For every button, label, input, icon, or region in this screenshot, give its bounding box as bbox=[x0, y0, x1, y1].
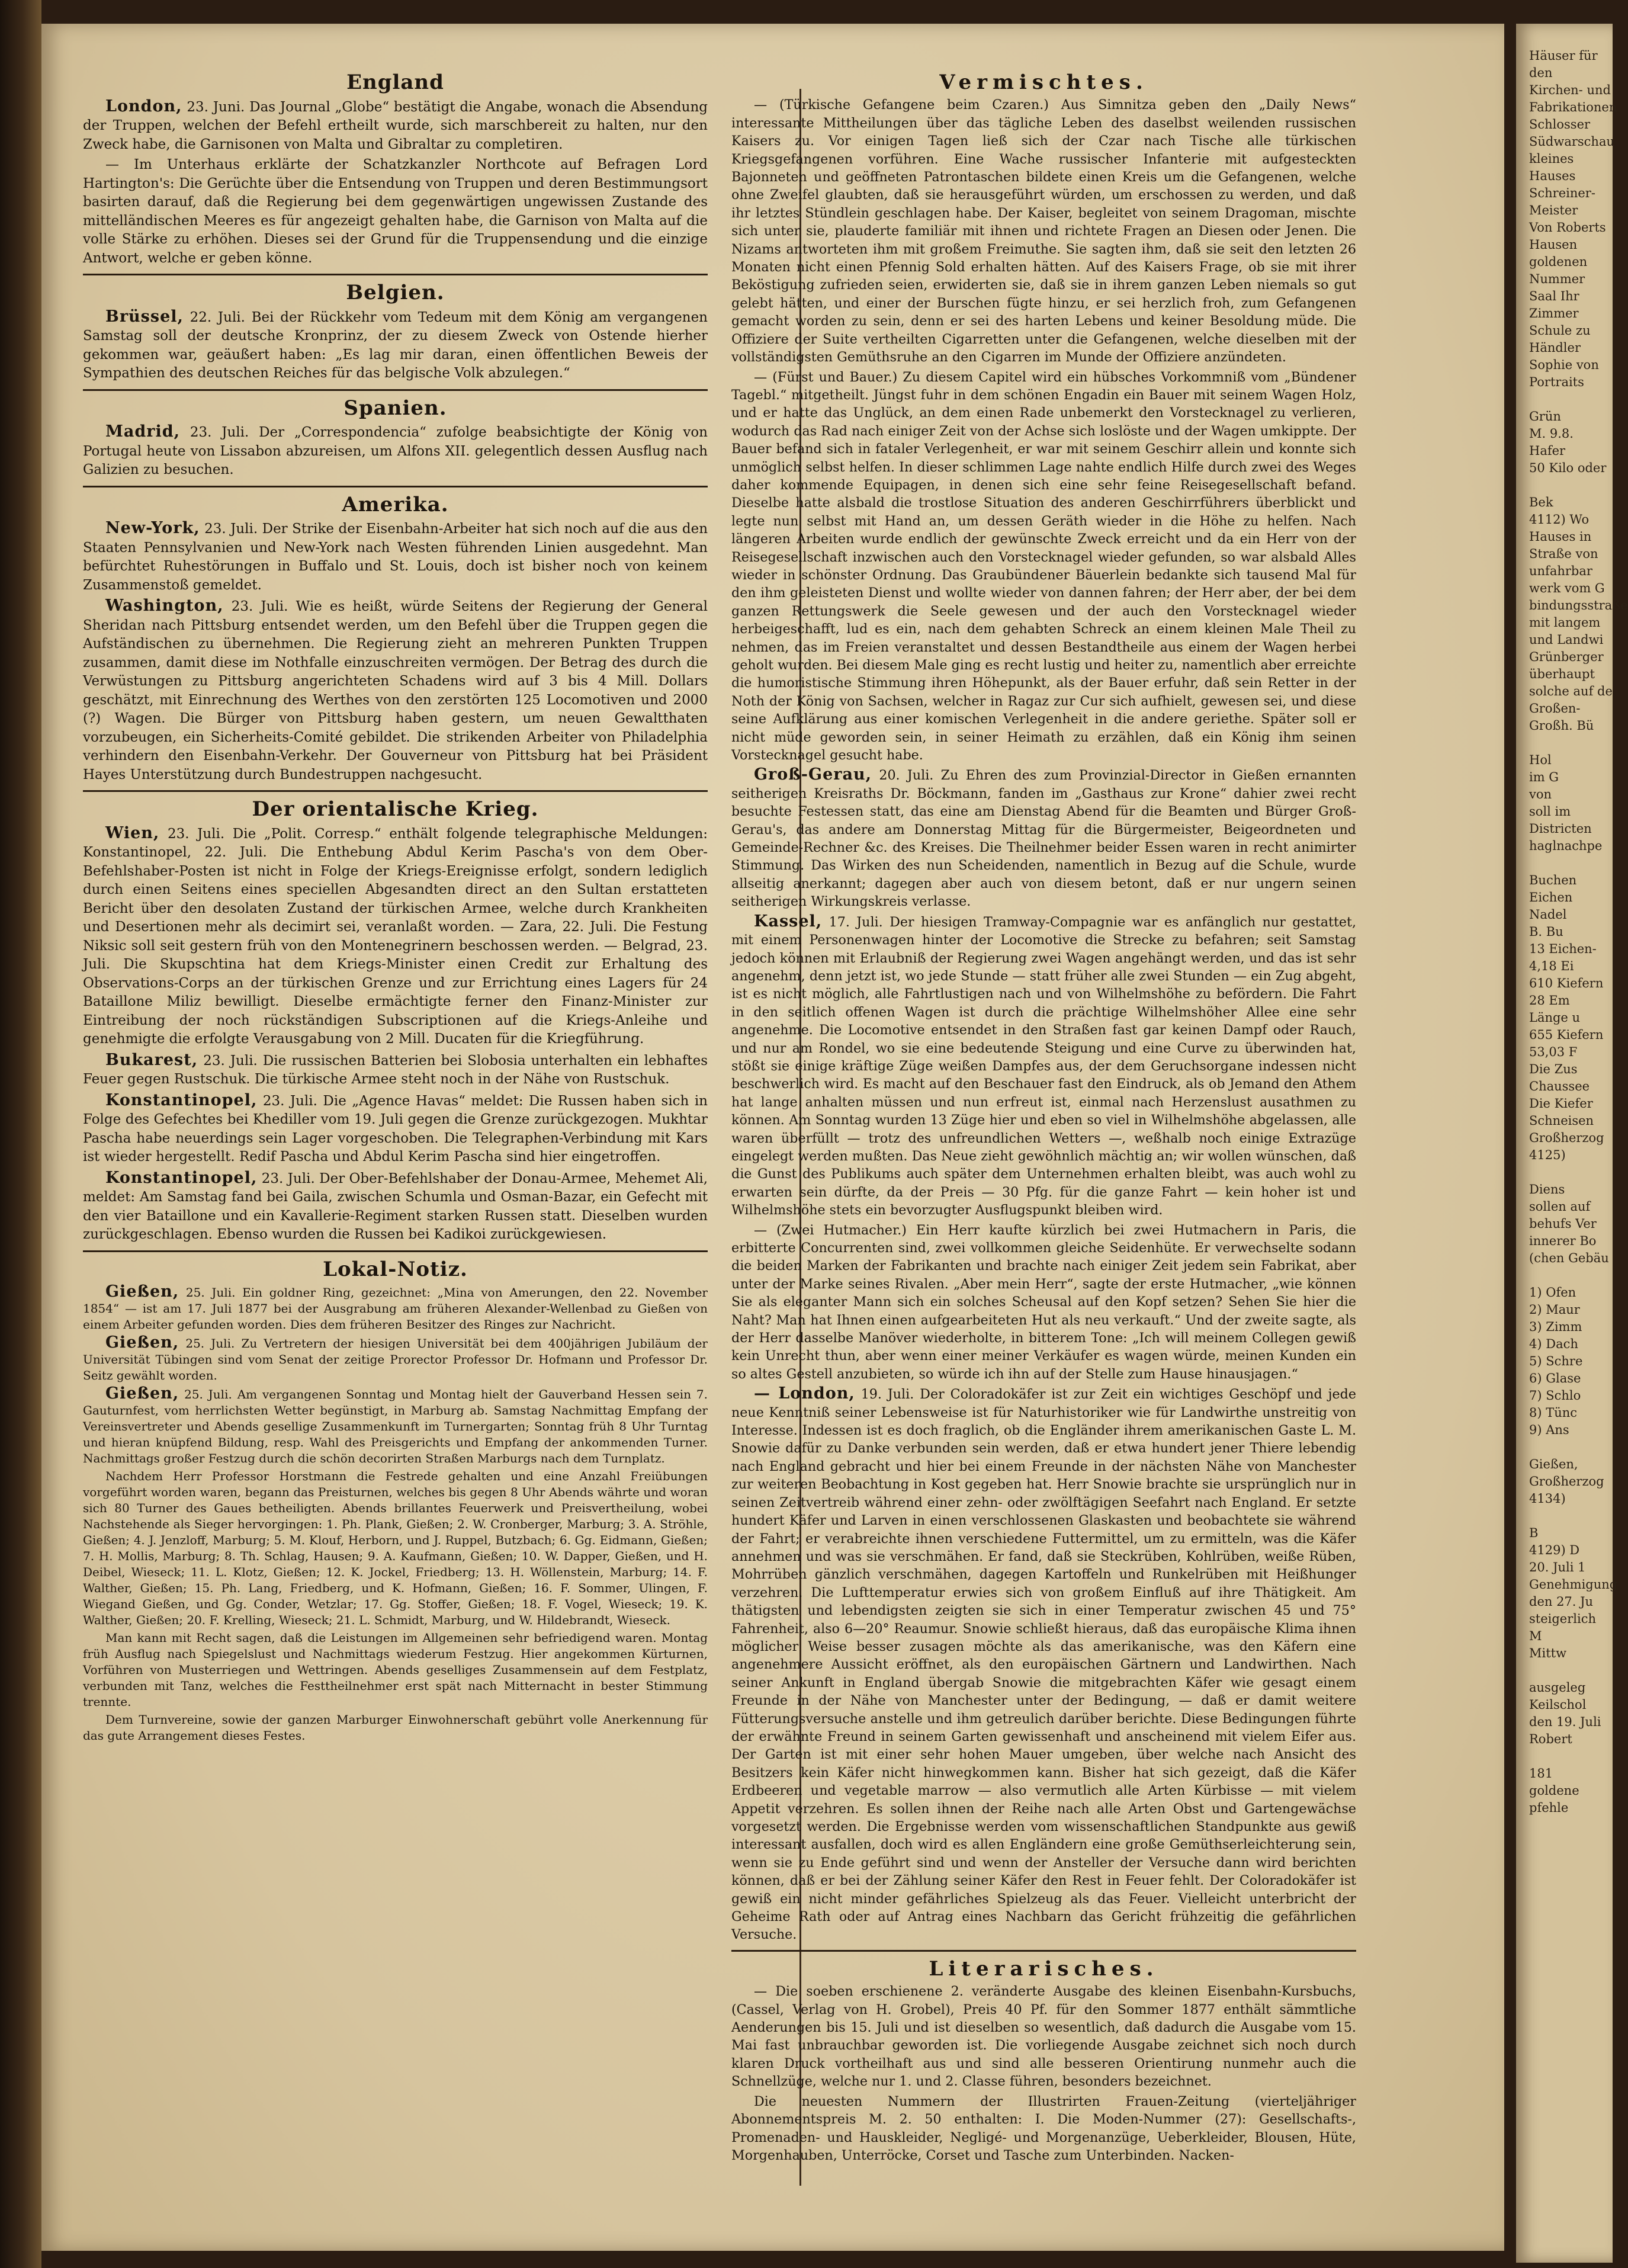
paragraph-text: — Die soeben erschienene 2. veränderte Ausgabe des kleinen Eisenbahn-Kursbuchs, (Cassel, Verlag von H. Grobel), Preis 40 Pf. für den Sommer 1877 enthält sämmtliche Aenderungen bis 15. Juli und ist dieselben so wesentlich, daß dadurch die Ausgabe vom 15. Mai fast unbrauchbar geworden ist. Die vorliegende Ausgabe zeichnet sich noch durch klaren Druck vortheilhaft aus und sind alle besseren Orientirung nunmehr auch die Schnellzüge, welche nur 1. und 2. Classe führen, besonders bezeichnet. bbox=[731, 1984, 1356, 2090]
paragraph-text: 17. Juli. Der hiesigen Tramway-Compagnie war es anfänglich nur gestattet, mit einem Personenwagen hinter der Locomotive die Strecke zu befahren; seit Samstag jedoch können mit Erlaubniß der Regierung zwei Wagen angehängt werden, und das ist sehr angenehm, denn jetzt ist, wo jede Stunde — statt früher alle zwei Stunden — ein Zug abgeht, ist es nicht möglich, alle Fahrtlustigen nach und von Wilhelmshöhe zu befördern. Die Fahrt in den seitlich offenen Wagen ist durch die prächtige Wilhelmshöher Allee eine sehr angenehme. Die Locomotive entsendet in den Straßen fast gar keinen Dampf oder Rauch, und nur am Rondel, wo sie eine bedeutende Steigung und eine Curve zu überwinden hat, stößt sie einige kräftige Züge weißen Dampfes aus, der dem Geruchsorgane indessen nicht beschwerlich wird. Es macht auf den Beschauer fast den Eindruck, als ob Jemand den Athem hat lange anhalten müssen und nun erfreut ist, einmal nach Herzenslust ausathmen zu können. Am Sonntag wurden 13 Züge hier und eben so viel in Wilhelmshöhe abgelassen, alle waren überfüllt — trotz des unfreundlichen Wetters —, weßhalb noch einige Extrazüge eingelegt werden mußten. Das Neue zieht gewöhnlich mächtig an; wir wollen wünschen, daß die Gunst des Publikums auch später dem Unternehmen erhalten bleibt, was auch wohl zu erwarten sein dürfte, da der Preis — 30 Pfg. für die ganze Fahrt — kein hoher ist und Wilhelmshöhe stets ein bevorzugter Ausflugspunkt bleiben wird. bbox=[731, 914, 1356, 1218]
article-paragraph bbox=[83, 1385, 708, 1467]
article-paragraph bbox=[83, 1630, 708, 1710]
article-paragraph bbox=[83, 307, 708, 383]
section-heading: Lokal-Notiz. bbox=[323, 1257, 468, 1281]
right-column bbox=[731, 65, 1356, 2166]
dateline: Kassel, bbox=[754, 912, 823, 931]
article-paragraph bbox=[731, 1221, 1356, 1384]
article-paragraph bbox=[83, 422, 708, 480]
dateline: Gießen, bbox=[105, 1333, 179, 1352]
dateline: Konstantinopel, bbox=[105, 1168, 258, 1187]
section bbox=[83, 396, 708, 480]
next-page-edge bbox=[1516, 24, 1628, 2263]
article-paragraph bbox=[731, 766, 1356, 910]
section bbox=[83, 492, 708, 785]
dateline: Groß-Gerau, bbox=[754, 765, 872, 784]
section bbox=[83, 797, 708, 1244]
section-heading: Belgien. bbox=[346, 281, 445, 304]
article-paragraph bbox=[83, 1712, 708, 1744]
paragraph-text: — (Türkische Gefangene beim Czaren.) Aus Simnitza geben den „Daily News“ interessante Mittheilungen über das tägliche Leben des daselbst weilenden russischen Kaisers zu. Vor einigen Tagen ließ sich der Czar nach Tische alle türkischen Kriegsgefangenen vorführen. Eine Wache russischer Infanterie mit aufgesteckten Bajonneten und geöffneten Patrontaschen bildete einen Kreis um die Gefangenen, welche ohne Zweifel glaubten, daß sie herausgeführt würden, um erschossen zu werden, und daß ihr letztes Stündlein geschlagen habe. Der Kaiser, begleitet von seinem Dragoman, mischte sich unter sie, plauderte familiär mit ihnen und richtete Fragen an Diesen oder Jenen. Die Nizams antworteten ihm mit großem Freimuthe. Sie sagten ihm, daß sie seit den letzten 26 Monaten nicht einen Pfennig Sold erhalten hätten. Auf des Kaisers Frage, ob sie mit ihrer Beköstigung zufrieden seien, erwiderten sie, daß sie in ihrem ganzen Leben niemals so gut gelebt hätten, und einer der Burschen fügte hinzu, er sei herzlich froh, zum Gefangenen gemacht worden zu sein, denn er sei des harten Lebens und keiner Besoldung müde. Die Offiziere der Suite vertheilten Cigarretten unter die Gefangenen, welche dieselben mit der vollständigsten Gemüthsruhe an den Cigarren im Munde der Offiziere anzündeten. bbox=[731, 97, 1356, 365]
paragraph-text: 23. Juli. Wie es heißt, würde Seitens der Regierung der General Sheridan nach Pittsburg entsendet werden, um den Befehl über die Truppen gegen die Aufständischen zu übernehmen. Die Regierung zieht an mehreren Punkten Truppen zusammen, damit diese im Nothfalle einzuschreiten vermögen. Der Betrag des durch die Verwüstungen zu Pittsburg angerichteten Schadens wird auf 3 bis 4 Mill. Dollars geschätzt, mit Einrechnung des Werthes von den zerstörten 125 Locomotiven und 2000 (?) Wagen. Die Bürger von Pittsburg haben gestern, um neuen Gewaltthaten vorzubeugen, ein Sicherheits-Comité gebildet. Die strikenden Arbeiter von Philadelphia verhindern den Eisenbahn-Verkehr. Der Gouverneur von Pittsburg hat bei Präsident Hayes Unterstützung durch Bundestruppen nachgesucht. bbox=[83, 599, 708, 782]
article-paragraph bbox=[83, 1284, 708, 1333]
paragraph-text: 19. Juli. Der Coloradokäfer ist zur Zeit ein wichtiges Geschöpf und jede neue Kenntniß seiner Lebensweise ist für Naturhistoriker wie für Landwirthe unstreitig von Interesse. Indessen ist es doch fraglich, ob die Engländer ihrem amerikanischen Gaste L. M. Snowie dafür zu Danke verbunden sein werden, daß er etwa hundert jener Thiere lebendig nach England gebracht und hier bei einem Freunde in der nächsten Nähe von Manchester zur weiteren Beobachtung in Kost gegeben hat. Herr Snowie brachte sie ursprünglich nur in seinen Zeitvertreib während einer zehn- oder zwölftägigen Seefahrt nach England. Er setzte hundert Käfer und Larven in einen verschlossenen Glaskasten und beobachtete sie während der Fahrt; er verabreichte ihnen verschiedene Futtermittel, um zu ermitteln, was die Käfer annehmen und was sie verschmähen. Er fand, daß sie Steckrüben, Kohlrüben, weiße Rüben, Mohrrüben gänzlich verschmähen, dagegen Kartoffeln und Runkelrüben mit Heißhunger verzehren. Die Lufttemperatur erwies sich von großem Einfluß auf ihre Thätigkeit. Am thätigsten und lebendigsten zeigten sie sich in einer Temperatur zwischen 45 und 75° Fahrenheit, also 6—20° Reaumur. Snowie schließt hieraus, daß das europäische Klima ihnen möglicher Weise besser zusagen möchte als das amerikanische, was den Käfern eine angenehmere Aussicht eröffnet, als den europäischen Gärtnern und Landwirthen. Nach seiner Ankunft in England übergab Snowie die mitgebrachten Käfer wie gesagt einem Freunde in der Nähe von Manchester unter der Bedingung, — daß er damit weitere Fütterungsversuche anstelle und ihm getreulich darüber berichte. Diese Bedingungen führte der erwähnte Freund in seinem Garten gewissenhaft und anscheinend mit vielem Eifer aus. Der Garten ist mit einer sehr hohen Mauer umgeben, über welche nach Ansicht des Besitzers kein Käfer nicht hinwegkommen kann. Bisher hat sich gezeigt, daß die Käfer Erdbeeren und vegetable marrow — also vermutlich alle Arten Kürbisse — mit vielem Appetit verzehren. Es sollen ihnen der Reihe nach alle Arten Obst und Gartengewächse vorgesetzt werden. Die Ergebnisse werden vom wissenschaftlichen Standpunkte aus gewiß interessant ausfallen, doch wird es allen Engländern eine große Gemüthserleichterung sein, wenn sie zu Ende geführt sind und wenn der Ansteller der Versuche dann wird berichten können, daß er bei der Zählung seiner Käfer den Rest in Feuer fehlt. Der Coloradokäfer ist gewiß ein nicht minder gefährliches Spielzeug als das Feuer. Vielleicht unterbricht der Geheime Rath oder auf Antrag eines Nachbarn das Gericht frühzeitig die gefährlichen Versuche. bbox=[731, 1387, 1356, 1943]
paragraph-text: — (Fürst und Bauer.) Zu diesem Capitel wird ein hübsches Vorkommniß vom „Bündener Tagebl.“ mitgetheilt. Jüngst fuhr in dem schönen Engadin ein Bauer mit seinem Wagen Holz, und er hatte das Unglück, an dem einen Rade unbemerkt den Vorstecknagel zu verlieren, wodurch das Rad nach einiger Zeit von der Achse sich loslöste und der Wagen umkippte. Der Bauer befand sich in fataler Verlegenheit, er war mit seinem Geschirr allein und konnte sich unmöglich selbst helfen. In dieser schlimmen Lage nahte endlich Hilfe durch zwei des Weges daher kommende Equipagen, in denen sich eine sehr feine Reisegesellschaft befand. Dieselbe hatte alsbald die trostlose Situation des anderen Geschirrführers überblickt und legte nun selbst mit Hand an, um dessen Geräth wieder in die Höhe zu helfen. Nach längeren Arbeiten wurde endlich der gewünschte Zweck erreicht und da ein Herr von der Reisegesellschaft inzwischen auch den Vorstecknagel wieder gefunden, so war alsbald Alles wieder in schönster Ordnung. Das Graubündener Bäuerlein bedankte sich tausend Mal für den ihm geleisteten Dienst und wollte wieder von dannen fahren; der Herr aber, der bei dem ganzen Rettungswerk die Seele gewesen und der auch den Vorstecknagel wieder herbeigeschafft, lud es ein, nach dem gehabten Schreck an einem kleinen Male Theil zu nehmen, das im Freien veranstaltet und dessen Bestandtheile aus einem der Wagen herbei geholt wurden. Bei diesem Male ging es recht lustig und heiter zu, namentlich aber erreichte die humoristische Stimmung ihren Höhepunkt, als der Bauer erfuhr, daß sein Retter in der Noth der König von Sachsen, welcher in Ragaz zur Cur sich aufhielt, gewesen sei, und diese seine Aufklärung aus einer komischen Verlegenheit in die andere geriethe. Später soll er nicht müde geworden sein, in seiner Heimath zu erzählen, daß ein König ihm seinen Vorstecknagel gesucht habe. bbox=[731, 369, 1356, 764]
article-paragraph bbox=[731, 1385, 1356, 1944]
dateline: — London, bbox=[754, 1384, 855, 1403]
section bbox=[83, 281, 708, 383]
paragraph-text: Die neuesten Nummern der Illustrirten Frauen-Zeitung (vierteljähriger Abonnementspreis M. 2. 50 enthalten: I. Die Moden-Nummer (27): Gesellschafts-, Promenaden- und Hauskleider, Negligé- und Morgenanzüge, Ueberkleider, Blousen, Hüte, Morgenhauben, Unterröcke, Corset und Tasche zum Unterbinden. Nacken- bbox=[731, 2093, 1356, 2163]
paragraph-text: — (Zwei Hutmacher.) Ein Herr kaufte kürzlich bei zwei Hutmachern in Paris, die erbitterte Concurrenten sind, zwei vollkommen gleiche Seidenhüte. Er verwechselte sodann die beiden Marken der Fabrikanten und brachte nach einiger Zeit jedem sein Fabrikat, aber unter der Marke seines Rivalen. „Aber mein Herr“, sagte der erste Hutmacher, „wie können Sie als eleganter Mann sich ein solches Scheusal auf den Kopf setzen? Sehen Sie hier die Naht? Man hat Ihnen einen aufgearbeiteten Hut als neu verkauft.“ Und der zweite sagte, als der Herr dasselbe Manöver wiederholte, in bitterem Tone: „Ich will meinem Collegen gewiß kein Unrecht thun, aber wenn einer meiner Verkäufer es wagen würde, meinen Kunden ein so altes Gestell anzubieten, so würde ich ihn auf der Stelle zum Hause hinausjagen.“ bbox=[731, 1222, 1356, 1382]
paragraph-text: 20. Juli. Zu Ehren des zum Provinzial-Director in Gießen ernannten seitherigen Kreisraths Dr. Böckmann, fanden im „Gasthaus zur Krone“ dahier zwei recht besuchte Festessen statt, das eine am Dienstag Abend für die Beamten und Bürger Groß-Gerau's, das andere am Donnerstag Mittag für die Bürgermeister, Beigeordneten und Gemeinde-Rechner &c. des Kreises. Die Theilnehmer beider Essen waren in recht animirter Stimmung. Das Wirken des nun Scheidenden, namentlich in Bezug auf die Schule, wurde allseitig anerkannt; dagegen aber auch von diesem betont, daß er nur ungern seinen seitherigen Wirkungskreis verlasse. bbox=[731, 768, 1356, 910]
paragraph-text: 23. Juli. Der Ober-Befehlshaber der Donau-Armee, Mehemet Ali, meldet: Am Samstag fand bei Gaila, zwischen Schumla und Osman-Bazar, ein Gefecht mit den vier Bataillone und ein Kavallerie-Regiment starken Russen statt. Dieselben wurden zurückgeschlagen. Ebenso wurden die Russen bei Kadikoi zurückgewiesen. bbox=[83, 1170, 708, 1242]
article-paragraph bbox=[731, 368, 1356, 765]
dateline: Washington, bbox=[105, 596, 224, 615]
section bbox=[83, 1257, 708, 1744]
paragraph-text: 25. Juli. Ein goldner Ring, gezeichnet: „Mina von Amerungen, den 22. November 1854“ — ist am 17. Juli 1877 bei der Ausgrabung am früheren Alexander-Wellenbad zu Gießen von einem Arbeiter gefunden worden. Dies dem früheren Besitzer des Ringes zur Nachricht. bbox=[83, 1285, 708, 1332]
article-paragraph bbox=[83, 1091, 708, 1167]
paragraph-text: 23. Juli. Der Strike der Eisenbahn-Arbeiter hat sich noch auf die aus den Staaten Pennsylvanien und New-York nach Westen führenden Linien ausgedehnt. Man befürchtet Ruhestörungen in Buffalo und St. Louis, doch ist bisher noch von keinem Zusammenstoß gemeldet. bbox=[83, 521, 708, 593]
section bbox=[731, 1956, 1356, 2164]
section-rule bbox=[83, 486, 708, 487]
paragraph-text: — Im Unterhaus erklärte der Schatzkanzler Northcote auf Befragen Lord Hartington's: Die Gerüchte über die Entsendung von Truppen und deren Bestimmungsort basirten darauf, daß die Regierung bei dem gegenwärtigen ungewissen Zustande des mittelländischen Meeres es für angezeigt gehalten habe, die Garnison von Malta auf die volle Stärke zu erhöhen. Dieses sei der Grund für die Truppensendung und die einzige Antwort, welche er geben könne. bbox=[83, 157, 708, 266]
article-paragraph bbox=[731, 1983, 1356, 2090]
section bbox=[83, 70, 708, 268]
dateline: Konstantinopel, bbox=[105, 1090, 258, 1109]
dateline: Bukarest, bbox=[105, 1050, 198, 1069]
paragraph-text: 23. Juli. Der „Correspondencia“ zufolge beabsichtigte der König von Portugal heute von Lissabon abzureisen, um Alfons XII. gelegentlich dessen Ausflug nach Galizien zu besuchen. bbox=[83, 425, 708, 477]
dateline: Brüssel, bbox=[105, 307, 184, 326]
paragraph-text: 22. Juli. Bei der Rückkehr vom Tedeum mit dem König am vergangenen Samstag soll der deutsche Kronprinz, der zu diesem Zweck von Ostende hierher gekommen war, geäußert haben: „Es lag mir daran, einen öffentlichen Beweis der Sympathien des deutschen Reiches für das belgische Volk abzulegen.“ bbox=[83, 309, 708, 381]
dateline: Gießen, bbox=[105, 1282, 179, 1301]
paragraph-text: 23. Juli. Die russischen Batterien bei Slobosia unterhalten ein lebhaftes Feuer gegen Rustschuk. Die türkische Armee steht noch in der Nähe von Rustschuk. bbox=[83, 1053, 708, 1087]
article-paragraph bbox=[731, 2093, 1356, 2165]
section-heading: Spanien. bbox=[343, 396, 447, 420]
article-paragraph bbox=[731, 913, 1356, 1220]
section bbox=[731, 70, 1356, 1944]
paragraph-text: Man kann mit Recht sagen, daß die Leistungen im Allgemeinen sehr befriedigend waren. Montag früh Ausflug nach Spiegelslust und Nachmittags wiederum Festzug. Hier angekommen Kürturnen, Vorführen von Musterriegen und Wettringen. Abends geselliges Zusammensein auf dem Festplatz, verbunden mit Tanz, welches die Festtheilnehmer erst spät nach Mitternacht in bester Stimmung trennte. bbox=[83, 1631, 708, 1709]
section-heading: England bbox=[346, 70, 444, 94]
paragraph-text: Nachdem Herr Professor Horstmann die Festrede gehalten und eine Anzahl Freiübungen vorgeführt worden waren, begann das Preisturnen, welches bis gegen 8 Uhr Abends währte und woran sich 80 Turner des Gaues betheiligten. Abends brillantes Feuerwerk und Preisvertheilung, wobei Nachstehende als Sieger hervorgingen: 1. Ph. Plank, Gießen; 2. W. Cronberger, Marburg; 3. A. Ströhle, Gießen; 4. J. Jenzloff, Marburg; 5. M. Klouf, Herborn, und J. Ruppel, Butzbach; 6. Gg. Eidmann, Gießen; 7. H. Mollis, Marburg; 8. Th. Schlag, Hausen; 9. A. Kaufmann, Gießen; 10. W. Dapper, Gießen, und H. Deibel, Wieseck; 11. L. Klotz, Gießen; 12. K. Jockel, Friedberg; 13. H. Wöllenstein, Marburg; 14. F. Walther, Gießen; 15. Ph. Lang, Friedberg, und K. Hofmann, Gießen; 16. F. Sommer, Ulingen, F. Wiegand Gießen, und Gg. Conder, Wetzlar; 17. Gg. Stoffer, Gießen; 18. F. Vogel, Wieseck; 19. K. Walther, Gießen; 20. F. Krelling, Wieseck; 21. L. Schmidt, Marburg, und W. Hildebrandt, Wieseck. bbox=[83, 1469, 708, 1627]
article-paragraph bbox=[83, 596, 708, 784]
section-rule bbox=[83, 389, 708, 391]
paragraph-text: 23. Juni. Das Journal „Globe“ bestätigt die Angabe, wonach die Absendung der Truppen, welchen der Befehl ertheilt wurde, sich marschbereit zu halten, nur den Zweck habe, die Garnisonen von Malta und Gibraltar zu completiren. bbox=[83, 99, 708, 152]
article-paragraph bbox=[731, 96, 1356, 366]
dateline: Gießen, bbox=[105, 1384, 179, 1403]
next-page-fragment-text: Häuser für den Kirchen- und Fabrikationen Schlosser Südwarschau kleines Hauses Schreiner-Meister Von Roberts Hausen goldenen Nummer Saal Ihr Zimmer Schule zu Händler Sophie von Portraits Grün M. 9.8. Hafer 50 Kilo oder Bek 4112) Wo Hauses in Straße von unfahrbar werk vom G bindungsstraße mit langem und Landwi Grünberger überhaupt solche auf de Großen- Großh. Bü Hol im G von soll im Districten haglnachpe Buchen Eichen Nadel B. Bu 13 Eichen- 4,18 Ei 610 Kiefern 28 Em Länge u 655 Kiefern 53,03 F Die Zus Chaussee Die Kiefer Schneisen Großherzog 4125) Diens sollen auf behufs Ver innerer Bo (chen Gebäu 1) Ofen 2) Maur 3) Zimm 4) Dach 5) Schre 6) Glase 7) Schlo 8) Tünc 9) Ans Gießen, Großherzog 4134) B 4129) D 20. Juli 1 Genehmigung den 27. Ju steigerlich M Mittw ausgeleg Keilschol den 19. Juli Robert 181 goldene pfehle bbox=[1529, 49, 1628, 1815]
article-paragraph bbox=[83, 1468, 708, 1628]
dateline: New-York, bbox=[105, 519, 200, 537]
paragraph-text: 25. Juli. Am vergangenen Sonntag und Montag hielt der Gauverband Hessen sein 7. Gauturnfest, vom herrlichsten Wetter begünstigt, in Marburg ab. Samstag Nachmittag Empfang der Vereinsvertreter und Abends gesellige Zusammenkunft im Turnergarten; Sonntag früh 8 Uhr Turntag und hieran knüpfend Bildung, resp. Wahl des Preisgerichts und Empfang der ankommenden Turner. Nachmittags großer Festzug durch die schön decorirten Straßen Marburgs nach dem Turnplatz. bbox=[83, 1387, 708, 1465]
section-rule bbox=[83, 1250, 708, 1252]
book-spine bbox=[0, 0, 41, 2268]
article-paragraph bbox=[83, 156, 708, 268]
section-heading: Vermischtes. bbox=[939, 70, 1148, 94]
left-column bbox=[83, 65, 708, 1746]
section-heading: Literarisches. bbox=[929, 1956, 1159, 1981]
dateline: Wien, bbox=[105, 823, 160, 842]
section-heading: Amerika. bbox=[342, 492, 449, 517]
dateline: Madrid, bbox=[105, 422, 181, 441]
dateline: London, bbox=[105, 97, 182, 116]
section-rule bbox=[83, 790, 708, 792]
paragraph-text: Dem Turnvereine, sowie der ganzen Marburger Einwohnerschaft gebührt volle Anerkennung für das gute Arrangement dieses Festes. bbox=[83, 1712, 708, 1743]
article-paragraph bbox=[83, 1169, 708, 1244]
article-paragraph bbox=[83, 519, 708, 595]
article-paragraph bbox=[83, 824, 708, 1049]
section-heading: Der orientalische Krieg. bbox=[252, 797, 539, 821]
paragraph-text: 23. Juli. Die „Agence Havas“ meldet: Die Russen haben sich in Folge des Gefechtes bei Khediller vom 19. Juli gegen die Grenze zurückgezogen. Mukhtar Pascha habe neuerdings sein Lager vorgeschoben. Die Telegraphen-Verbindung mit Kars ist wieder hergestellt. Redif Pascha und Abdul Kerim Pascha sind hier eingetroffen. bbox=[83, 1093, 708, 1165]
paragraph-text: 25. Juli. Zu Vertretern der hiesigen Universität bei dem 400jährigen Jubiläum der Universität Tübingen sind vom Senat der zeitige Prorector Professor Dr. Hofmann und Professor Dr. Seitz gewählt worden. bbox=[83, 1336, 708, 1382]
paragraph-text: 23. Juli. Die „Polit. Corresp.“ enthält folgende telegraphische Meldungen: Konstantinopel, 22. Juli. Die Enthebung Abdul Kerim Pascha's von dem Ober-Befehlshaber-Posten ist nicht in Folge der Kriegs-Ereignisse erfolgt, sondern lediglich durch einen Seitens eines speciellen Abgesandten direct an den Sultan erstatteten Bericht über den desolaten Zustand der türkischen Armee, welche durch Krankheiten und Desertionen mehr als decimirt sei, veranlaßt worden. — Zara, 22. Juli. Die Festung Niksic soll seit gestern früh von den Montenegrinern beschossen werden. — Belgrad, 23. Juli. Die Skupschtina hat dem Kriegs-Minister einen Credit zur Erhaltung des Observations-Corps an der türkischen Grenze und zur Errichtung eines Lagers für 24 Bataillone Miliz bewilligt. Dieselbe ermächtigte ferner den Finanz-Minister zur Eintreibung der noch rückständigen Subscriptionen auf die Kriegs-Anleihe und genehmigte die erfolgte Verausgabung von 2 Mill. Ducaten für die Kriegführung. bbox=[83, 826, 708, 1047]
article-paragraph bbox=[83, 97, 708, 155]
section-rule bbox=[731, 1950, 1356, 1952]
section-rule bbox=[83, 274, 708, 275]
article-paragraph bbox=[83, 1335, 708, 1384]
article-paragraph bbox=[83, 1051, 708, 1089]
